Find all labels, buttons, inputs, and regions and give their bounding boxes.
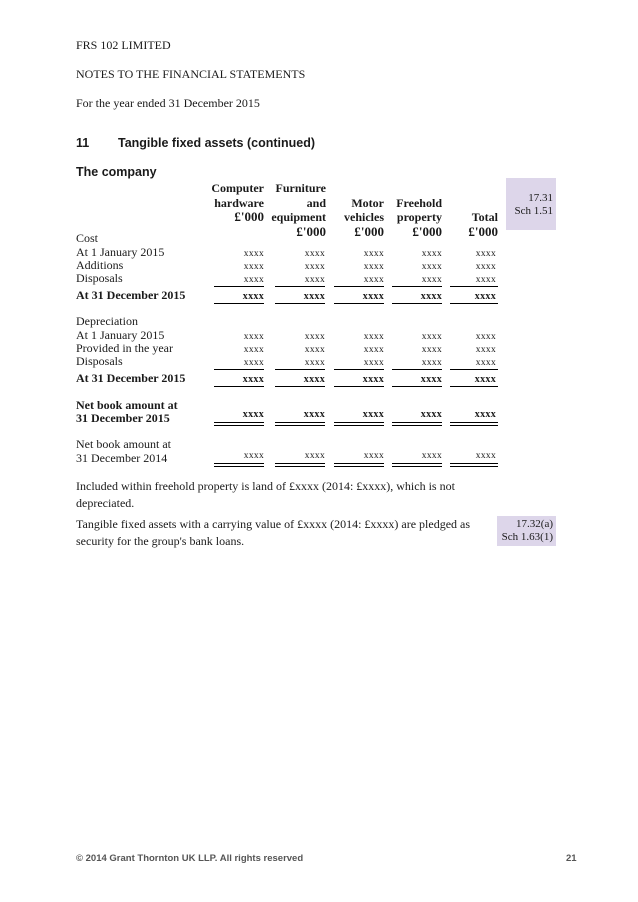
dep-provided-freehold: xxxx bbox=[421, 345, 442, 355]
cost-additions-furniture: xxxx bbox=[304, 262, 325, 272]
dep-closing-furniture: xxxx bbox=[303, 374, 325, 385]
rule bbox=[334, 425, 384, 426]
rule bbox=[392, 463, 442, 464]
reference-1-line2: Sch 1.51 bbox=[514, 205, 553, 217]
cost-disposals-freehold: xxxx bbox=[421, 275, 442, 285]
column-header-computer-hardware: Computer hardware £'000 bbox=[211, 181, 264, 224]
rule bbox=[214, 386, 264, 387]
nbv-2015-freehold: xxxx bbox=[420, 409, 442, 420]
reference-box-2 bbox=[497, 516, 556, 546]
rule bbox=[275, 386, 325, 387]
rule bbox=[275, 463, 325, 464]
cost-additions-freehold: xxxx bbox=[421, 262, 442, 272]
rule bbox=[392, 369, 442, 370]
dep-closing-total: xxxx bbox=[474, 374, 496, 385]
footer-page-number: 21 bbox=[566, 853, 577, 864]
rule bbox=[392, 286, 442, 287]
dep-provided-motor: xxxx bbox=[363, 345, 384, 355]
dep-closing-computer: xxxx bbox=[242, 374, 264, 385]
rule bbox=[334, 463, 384, 464]
rule bbox=[214, 463, 264, 464]
dep-provided-computer: xxxx bbox=[243, 345, 264, 355]
dep-disposals-label: Disposals bbox=[76, 354, 123, 368]
rule bbox=[214, 422, 264, 423]
rule bbox=[214, 425, 264, 426]
cost-disposals-label: Disposals bbox=[76, 271, 123, 285]
cost-closing-freehold: xxxx bbox=[420, 291, 442, 302]
cost-heading: Cost bbox=[76, 231, 99, 245]
rule bbox=[450, 286, 498, 287]
nbv-2015-label-line2: 31 December 2015 bbox=[76, 411, 170, 425]
nbv-2014-furniture: xxxx bbox=[304, 451, 325, 461]
cost-disposals-furniture: xxxx bbox=[304, 275, 325, 285]
nbv-2014-label-line1: Net book amount at bbox=[76, 437, 171, 451]
company-name: FRS 102 LIMITED bbox=[76, 38, 171, 52]
rule bbox=[392, 303, 442, 304]
column-header-freehold-property: Freehold property £'000 bbox=[396, 195, 442, 239]
rule bbox=[334, 422, 384, 423]
cost-opening-label: At 1 January 2015 bbox=[76, 245, 165, 259]
dep-closing-freehold: xxxx bbox=[420, 374, 442, 385]
rule bbox=[334, 386, 384, 387]
notes-title: NOTES TO THE FINANCIAL STATEMENTS bbox=[76, 67, 306, 81]
nbv-2014-motor: xxxx bbox=[363, 451, 384, 461]
reference-1-line1: 17.31 bbox=[528, 192, 553, 204]
rule bbox=[450, 466, 498, 467]
cost-closing-label: At 31 December 2015 bbox=[76, 288, 186, 302]
rule bbox=[450, 386, 498, 387]
rule bbox=[450, 303, 498, 304]
rule bbox=[275, 466, 325, 467]
dep-disposals-total: xxxx bbox=[475, 358, 496, 368]
dep-opening-freehold: xxxx bbox=[421, 332, 442, 342]
nbv-2015-motor: xxxx bbox=[362, 409, 384, 420]
cost-opening-total: xxxx bbox=[475, 249, 496, 259]
section-number: 11 bbox=[76, 136, 90, 150]
rule bbox=[275, 425, 325, 426]
dep-provided-total: xxxx bbox=[475, 345, 496, 355]
dep-disposals-furniture: xxxx bbox=[304, 358, 325, 368]
rule bbox=[450, 369, 498, 370]
cost-opening-computer: xxxx bbox=[243, 249, 264, 259]
dep-opening-furniture: xxxx bbox=[304, 332, 325, 342]
reference-2-line1: 17.32(a) bbox=[516, 518, 553, 530]
rule bbox=[392, 386, 442, 387]
dep-opening-motor: xxxx bbox=[363, 332, 384, 342]
dep-disposals-freehold: xxxx bbox=[421, 358, 442, 368]
dep-closing-motor: xxxx bbox=[362, 374, 384, 385]
cost-opening-furniture: xxxx bbox=[304, 249, 325, 259]
nbv-2014-computer: xxxx bbox=[243, 451, 264, 461]
rule bbox=[334, 286, 384, 287]
cost-additions-label: Additions bbox=[76, 258, 124, 272]
cost-closing-furniture: xxxx bbox=[303, 291, 325, 302]
cost-disposals-motor: xxxx bbox=[363, 275, 384, 285]
cost-opening-motor: xxxx bbox=[363, 249, 384, 259]
rule bbox=[214, 303, 264, 304]
rule bbox=[214, 369, 264, 370]
rule bbox=[392, 422, 442, 423]
rule bbox=[275, 286, 325, 287]
nbv-2014-total: xxxx bbox=[475, 451, 496, 461]
land-note: Included within freehold property is land of £xxxx (2014: £xxxx), which is not depreciated. bbox=[76, 479, 455, 510]
reference-box-1 bbox=[506, 178, 556, 230]
column-header-total: Total £'000 bbox=[468, 210, 498, 239]
nbv-2015-total: xxxx bbox=[474, 409, 496, 420]
dep-provided-label: Provided in the year bbox=[76, 341, 173, 355]
pledge-note: Tangible fixed assets with a carrying value of £xxxx (2014: £xxxx) are pledged as security for the group's bank loans. bbox=[76, 517, 471, 548]
dep-disposals-motor: xxxx bbox=[363, 358, 384, 368]
dep-opening-computer: xxxx bbox=[243, 332, 264, 342]
dep-opening-label: At 1 January 2015 bbox=[76, 328, 165, 342]
column-header-motor-vehicles: Motor vehicles £'000 bbox=[344, 195, 384, 239]
rule bbox=[334, 303, 384, 304]
cost-additions-computer: xxxx bbox=[243, 262, 264, 272]
cost-disposals-computer: xxxx bbox=[243, 275, 264, 285]
reference-2-line2: Sch 1.63(1) bbox=[501, 531, 553, 543]
rule bbox=[392, 466, 442, 467]
cost-closing-motor: xxxx bbox=[362, 291, 384, 302]
depreciation-heading: Depreciation bbox=[76, 314, 138, 328]
period-label: For the year ended 31 December 2015 bbox=[76, 96, 260, 110]
cost-disposals-total: xxxx bbox=[475, 275, 496, 285]
rule bbox=[450, 422, 498, 423]
rule bbox=[334, 369, 384, 370]
rule bbox=[275, 422, 325, 423]
dep-provided-furniture: xxxx bbox=[304, 345, 325, 355]
rule bbox=[450, 463, 498, 464]
cost-closing-computer: xxxx bbox=[242, 291, 264, 302]
section-title: Tangible fixed assets (continued) bbox=[118, 136, 316, 150]
cost-opening-freehold: xxxx bbox=[421, 249, 442, 259]
nbv-2015-computer: xxxx bbox=[242, 409, 264, 420]
rule bbox=[214, 286, 264, 287]
column-header-furniture-equipment: Furniture and equipment £'000 bbox=[271, 181, 326, 239]
rule bbox=[275, 369, 325, 370]
rule bbox=[392, 425, 442, 426]
section-subtitle: The company bbox=[76, 165, 157, 179]
cost-additions-total: xxxx bbox=[475, 262, 496, 272]
nbv-2014-freehold: xxxx bbox=[421, 451, 442, 461]
rule bbox=[275, 303, 325, 304]
rule bbox=[450, 425, 498, 426]
nbv-2015-label-line1: Net book amount at bbox=[76, 398, 178, 412]
dep-closing-label: At 31 December 2015 bbox=[76, 371, 186, 385]
footer-copyright: © 2014 Grant Thornton UK LLP. All rights reserved bbox=[76, 853, 304, 864]
rule bbox=[334, 466, 384, 467]
cost-closing-total: xxxx bbox=[474, 291, 496, 302]
nbv-2014-label-line2: 31 December 2014 bbox=[76, 451, 168, 465]
dep-disposals-computer: xxxx bbox=[243, 358, 264, 368]
rule bbox=[214, 466, 264, 467]
cost-additions-motor: xxxx bbox=[363, 262, 384, 272]
dep-opening-total: xxxx bbox=[475, 332, 496, 342]
nbv-2015-furniture: xxxx bbox=[303, 409, 325, 420]
